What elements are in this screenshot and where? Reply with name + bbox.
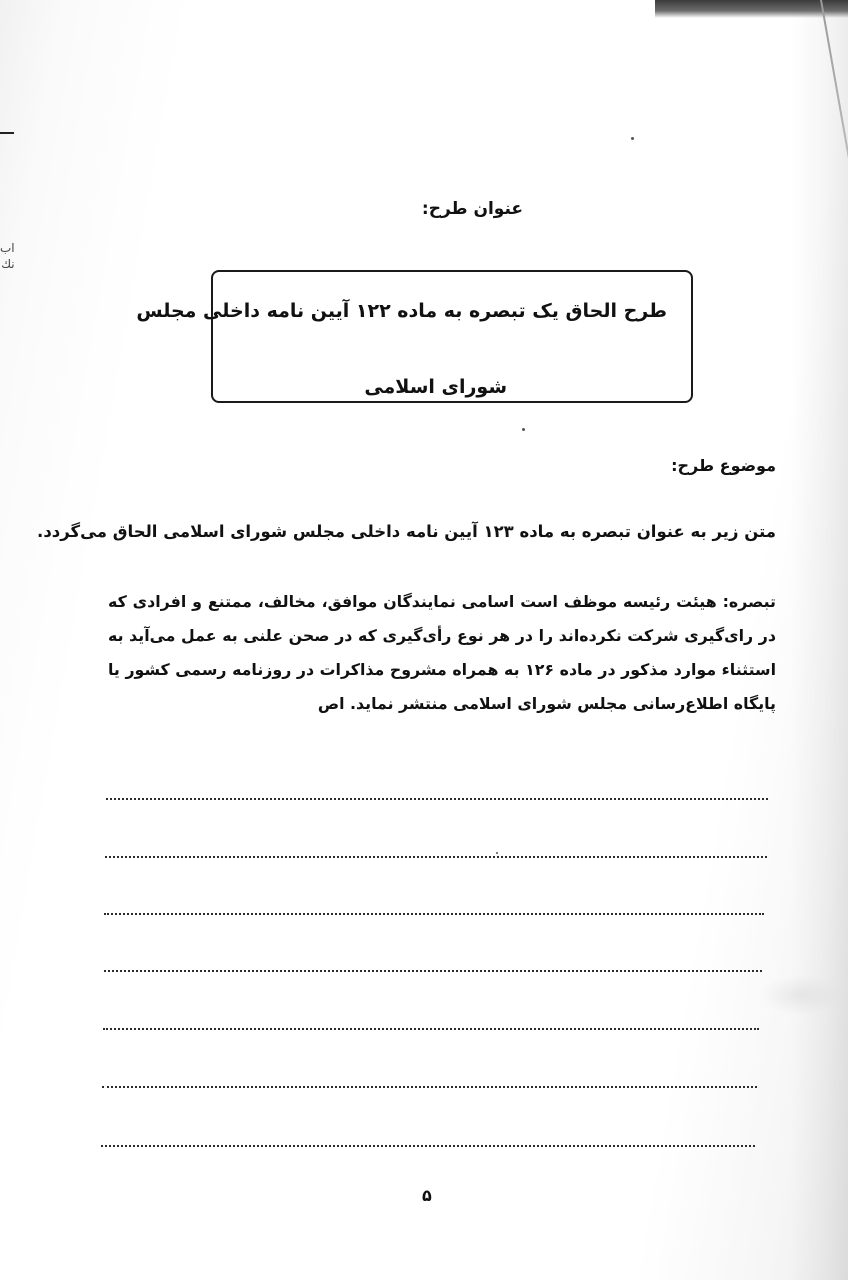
bleed-through-text: اب نك: [0, 241, 15, 271]
writing-line: [104, 913, 764, 915]
writing-line: [102, 1086, 757, 1088]
page-edge-shadow: [790, 0, 848, 1280]
dust-speck: [522, 428, 525, 431]
corner-shadow: [655, 0, 848, 18]
subject-label: موضوع طرح:: [671, 456, 776, 475]
page-number: ۵: [422, 1186, 432, 1205]
writing-line: [104, 970, 762, 972]
plan-title-line-2: شورای اسلامی: [364, 376, 507, 398]
margin-mark: [0, 132, 14, 134]
writing-line: [101, 1145, 755, 1147]
writing-line: [106, 798, 768, 800]
note-paragraph: تبصره: هیئت رئیسه موظف است اسامی نمایندگان موافق، مخالف، ممتنع و افرادی که در رای‌گیری شرکت نکرده‌اند را در هر نوع رأی‌گیری که در صحن علنی به عمل می‌آید به استثناء موارد مذکور در ماده ۱۲۶ به همراه مشروح مذاکرات در روزنامه رسمی کشور یا پایگاه اطلاع‌رسانی مجلس شورای اسلامی منتشر نماید. اص: [108, 592, 776, 713]
title-box: [136, 270, 693, 403]
dust-speck: [631, 137, 634, 140]
writing-line: [103, 1028, 759, 1030]
title-label: عنوان طرح:: [421, 199, 523, 219]
writing-line: [105, 856, 767, 858]
plan-title-line-1: طرح الحاق یک تبصره به ماده ۱۲۲ آیین نامه داخلی مجلس: [136, 300, 667, 322]
faint-stamp-mark: [760, 975, 840, 1015]
intro-paragraph: متن زیر به عنوان تبصره به ماده ۱۲۳ آیین نامه داخلی مجلس شورای اسلامی الحاق می‌گردد.: [37, 522, 776, 541]
dust-speck: [496, 852, 498, 854]
